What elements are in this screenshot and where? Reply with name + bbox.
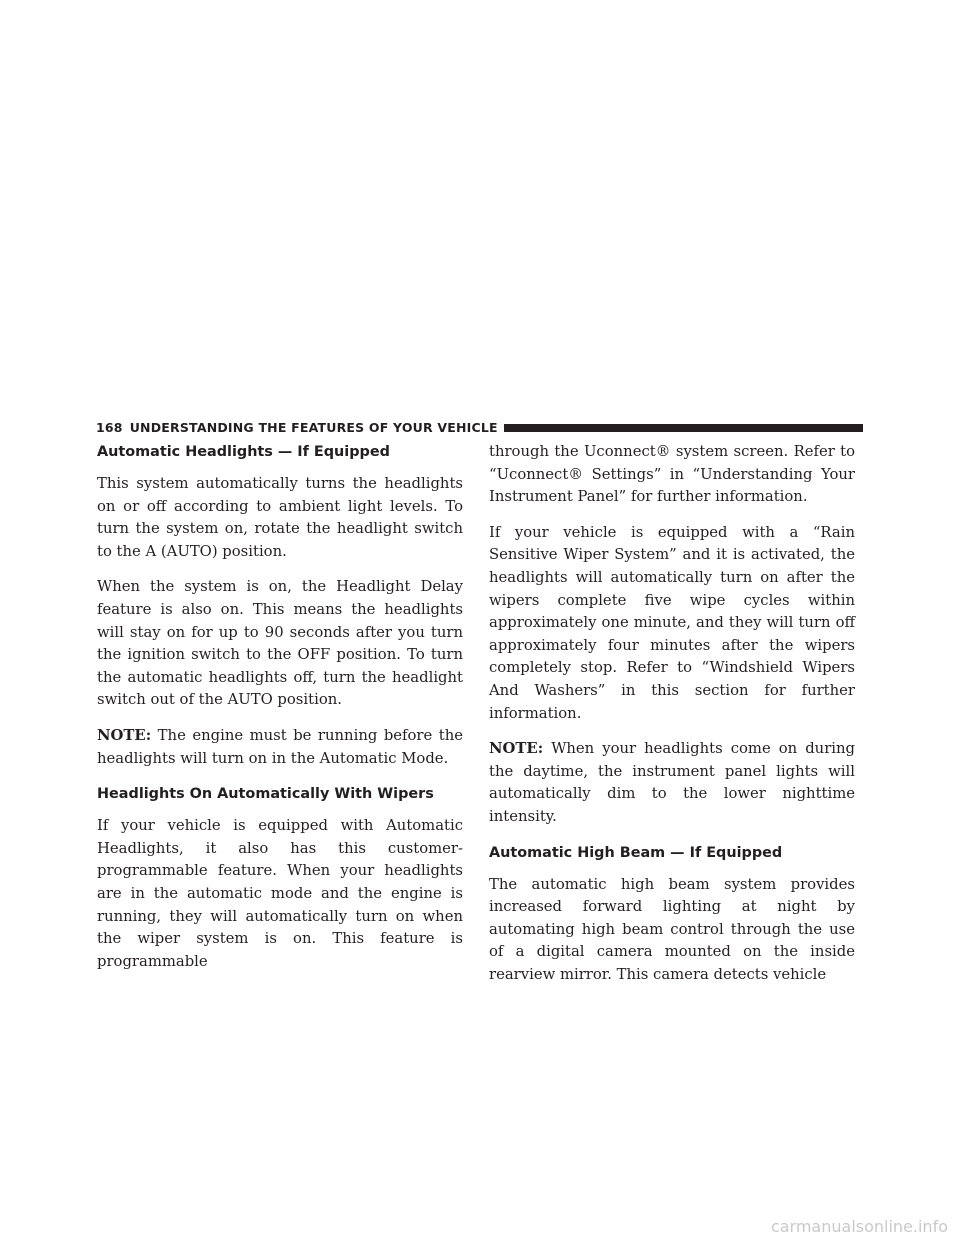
page-number: 168 — [96, 419, 123, 435]
header-title: UNDERSTANDING THE FEATURES OF YOUR VEHICLE — [129, 419, 498, 435]
heading-headlights-with-wipers: Headlights On Automatically With Wipers — [97, 786, 434, 803]
note-label: NOTE: — [489, 740, 544, 758]
heading-automatic-headlights: Automatic Headlights — If Equipped — [97, 444, 390, 460]
paragraph: through the Uconnect® system screen. Refer to “Uconnect® Settings” in “Understanding Your Instrument Panel” for further information. — [489, 443, 855, 506]
heading-automatic-high-beam: Automatic High Beam — If Equipped — [489, 844, 783, 861]
page-header — [96, 418, 863, 436]
header-rule — [504, 424, 863, 432]
paragraph: When the system is on, the Headlight Delay feature is also on. This means the headlights will stay on for up to 90 seconds after you turn the ignition switch to the OFF position. To turn the automatic headlights off, turn the headlight switch out of the AUTO position. — [97, 578, 463, 709]
paragraph: The automatic high beam system provides increased forward lighting at night by automating high beam control through the use of a digital camera mounted on the inside rearview mirror. This camera detects vehicle — [489, 875, 855, 983]
paragraph: If your vehicle is equipped with Automatic Headlights, it also has this customer-programmable feature. When your headlights are in the automatic mode and the engine is running, they will automatically turn on when the wiper system is on. This feature is programmable — [97, 817, 463, 970]
paragraph: If your vehicle is equipped with a “Rain Sensitive Wiper System” and it is activated, the headlights will automatically turn on after the wipers complete five wipe cycles within approximately one minute, and they will turn off approximately four minutes after the wipers completely stop. Refer to “Windshield Wipers And Washers” in this section for further information. — [489, 523, 855, 722]
note-paragraph — [97, 725, 463, 770]
watermark: carmanualsonline.info — [770, 1217, 948, 1236]
right-column — [489, 441, 855, 999]
note-label: NOTE: — [97, 726, 152, 744]
note-text: When your headlights come on during the daytime, the instrument panel lights will automatically dim to the lower nighttime intensity. — [489, 740, 855, 825]
note-text: The engine must be running before the headlights will turn on in the Automatic Mode. — [97, 726, 463, 767]
note-paragraph — [489, 738, 855, 828]
left-column — [97, 441, 463, 986]
paragraph: This system automatically turns the headlights on or off according to ambient light levels. To turn the system on, rotate the headlight switch to the A (AUTO) position. — [97, 475, 463, 560]
